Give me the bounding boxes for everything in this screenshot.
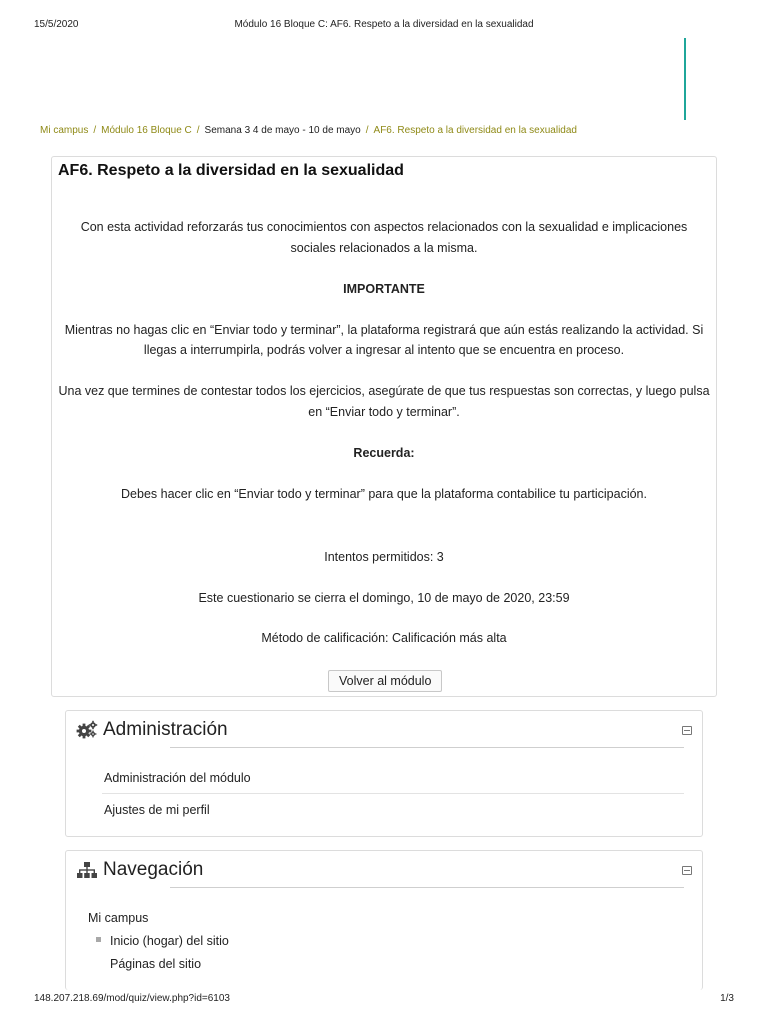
- accent-divider: [684, 38, 686, 120]
- gears-icon: [76, 720, 98, 740]
- intro-paragraph: Una vez que termines de contestar todos los ejercicios, asegúrate de que tus respuestas son correctas, y luego pulsa en “Enviar todo y terminar”.: [58, 384, 710, 419]
- close-date: Este cuestionario se cierra el domingo, 10 de mayo de 2020, 23:59: [198, 590, 570, 605]
- breadcrumb-separator: /: [196, 125, 200, 136]
- remember-heading: Recuerda:: [353, 445, 415, 460]
- intro-paragraph: Con esta actividad reforzarás tus conocimientos con aspectos relacionados con la sexualidad e implicaciones sociales relacionados a la misma.: [80, 220, 688, 255]
- important-heading: IMPORTANTE: [343, 281, 425, 296]
- breadcrumb-item-activity[interactable]: AF6. Respeto a la diversidad en la sexualidad: [373, 125, 577, 136]
- print-date: 15/5/2020: [34, 19, 79, 30]
- quiz-intro: [58, 217, 710, 525]
- collapse-icon[interactable]: [682, 726, 692, 735]
- admin-item-profile-settings[interactable]: Ajustes de mi perfil: [104, 803, 210, 817]
- navigation-title-text: Navegación: [103, 859, 204, 880]
- nav-item-site-home[interactable]: Inicio (hogar) del sitio: [110, 934, 229, 948]
- navigation-block-title: [76, 859, 203, 881]
- administration-block: [65, 710, 703, 837]
- sitemap-icon: [76, 860, 98, 880]
- nav-item-site-pages[interactable]: Páginas del sitio: [110, 957, 202, 971]
- admin-item-module-administration[interactable]: Administración del módulo: [104, 771, 251, 785]
- quiz-card: [51, 156, 717, 697]
- nav-item-campus[interactable]: Mi campus: [88, 911, 149, 925]
- intro-paragraph: Mientras no hagas clic en “Enviar todo y terminar”, la plataforma registrará que aún estás realizando la actividad. Si llegas a interrumpirla, podrás volver a ingresar al intento que se encuentra en proceso.: [64, 322, 704, 357]
- collapse-icon[interactable]: [682, 866, 692, 875]
- breadcrumb-separator: /: [365, 125, 369, 136]
- breadcrumb: [40, 125, 577, 136]
- administration-title-text: Administración: [103, 719, 228, 740]
- breadcrumb-item-module[interactable]: Módulo 16 Bloque C: [101, 125, 192, 136]
- page-url: 148.207.218.69/mod/quiz/view.php?id=6103: [34, 993, 230, 1004]
- print-title: Módulo 16 Bloque C: AF6. Respeto a la diversidad en la sexualidad: [234, 19, 534, 30]
- back-to-module-button[interactable]: Volver al módulo: [328, 670, 442, 692]
- list-divider: [102, 793, 684, 794]
- breadcrumb-item-week: Semana 3 4 de mayo - 10 de mayo: [204, 125, 361, 136]
- breadcrumb-separator: /: [93, 125, 97, 136]
- navigation-block: [65, 850, 703, 990]
- breadcrumb-item-campus[interactable]: Mi campus: [40, 125, 89, 136]
- page-number: 1/3: [720, 993, 734, 1004]
- quiz-info: [58, 549, 710, 671]
- intro-paragraph: Debes hacer clic en “Enviar todo y terminar” para que la plataforma contabilice tu participación.: [121, 486, 647, 501]
- grading-method: Método de calificación: Calificación más alta: [261, 631, 507, 645]
- bullet-icon: [96, 937, 101, 942]
- administration-block-title: [76, 719, 228, 741]
- page-title: AF6. Respeto a la diversidad en la sexualidad: [58, 162, 404, 179]
- block-divider: [170, 887, 684, 888]
- block-divider: [170, 747, 684, 748]
- attempts-allowed: Intentos permitidos: 3: [324, 550, 444, 564]
